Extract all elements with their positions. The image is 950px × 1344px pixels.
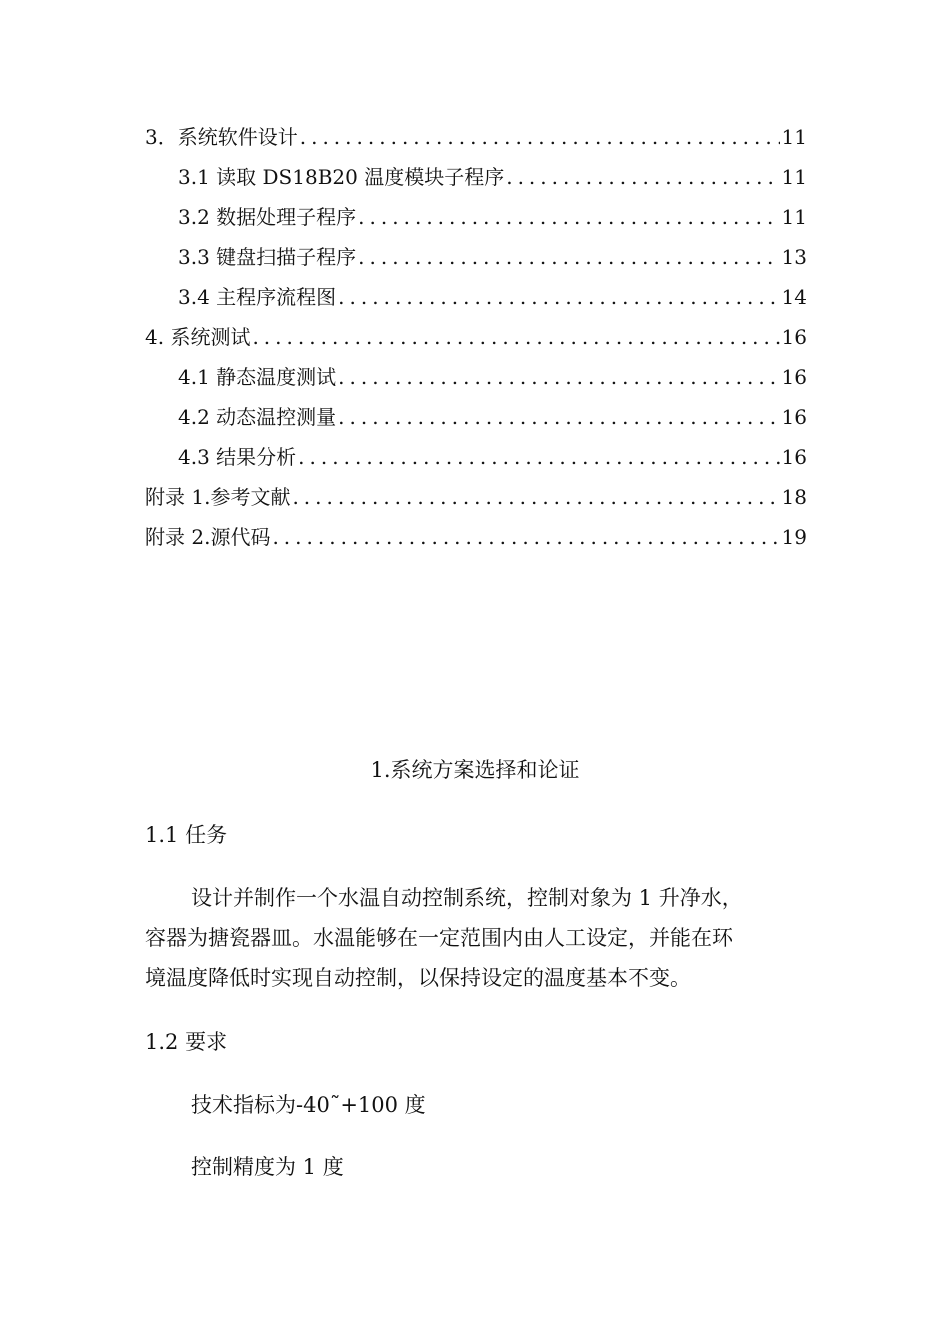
toc-leader-dots (298, 437, 779, 477)
toc-entry[interactable] (145, 197, 807, 237)
toc-entry-label: 3．系统软件设计 (145, 125, 298, 149)
task-paragraph (145, 878, 807, 998)
toc-entry[interactable] (145, 157, 807, 197)
toc-entry[interactable] (145, 277, 807, 317)
toc-entry-page: 16 (781, 365, 807, 389)
toc-entry-label: 4. 系统测试 (145, 325, 251, 349)
toc-entry[interactable] (145, 517, 807, 557)
toc-entry-label: 3.3 键盘扫描子程序 (178, 245, 357, 269)
toc-leader-dots (338, 357, 779, 397)
toc-entry-page: 11 (781, 205, 807, 229)
chapter-title: 1.系统方案选择和论证 (370, 758, 580, 782)
requirement-item: 技术指标为-40˜+100 度 (191, 1093, 426, 1117)
toc-entry[interactable] (145, 237, 807, 277)
toc-leader-dots (252, 317, 779, 357)
toc-leader-dots (506, 157, 779, 197)
toc-leader-dots (338, 277, 779, 317)
toc-entry-page: 11 (781, 125, 807, 149)
toc-entry-label: 3.2 数据处理子程序 (178, 205, 357, 229)
toc-entry[interactable] (145, 317, 807, 357)
section-heading-requirements: 1.2 要求 (145, 1030, 228, 1054)
toc-entry-label: 附录 2.源代码 (145, 525, 271, 549)
toc-entry-page: 19 (781, 525, 807, 549)
toc-entry[interactable] (145, 437, 807, 477)
toc-entry-page: 13 (781, 245, 807, 269)
toc-entry-page: 14 (781, 285, 807, 309)
toc-entry-label: 4.1 静态温度测试 (178, 365, 337, 389)
toc-entry[interactable] (145, 357, 807, 397)
toc-leader-dots (358, 237, 779, 277)
toc-entry[interactable] (145, 477, 807, 517)
toc-entry-page: 16 (781, 325, 807, 349)
section-heading-task: 1.1 任务 (145, 823, 228, 847)
toc-entry-page: 16 (781, 405, 807, 429)
toc-entry[interactable] (145, 117, 807, 157)
toc-entry-label: 3.4 主程序流程图 (178, 285, 337, 309)
toc-entry-label: 3.1 读取 DS18B20 温度模块子程序 (178, 165, 505, 189)
toc-entry[interactable] (145, 397, 807, 437)
toc-entry-label: 附录 1.参考文献 (145, 485, 291, 509)
toc-leader-dots (300, 117, 780, 157)
toc-leader-dots (358, 197, 779, 237)
toc-entry-page: 16 (781, 445, 807, 469)
requirement-item: 控制精度为 1 度 (191, 1155, 344, 1179)
toc-leader-dots (338, 397, 779, 437)
paragraph-line: 设计并制作一个水温自动控制系统，控制对象为 1 升净水， (191, 886, 743, 910)
table-of-contents (145, 117, 807, 557)
toc-entry-page: 18 (781, 485, 807, 509)
paragraph-line: 境温度降低时实现自动控制，以保持设定的温度基本不变。 (145, 966, 691, 990)
toc-leader-dots (292, 477, 779, 517)
toc-entry-page: 11 (781, 165, 807, 189)
toc-entry-label: 4.3 结果分析 (178, 445, 297, 469)
paragraph-line: 容器为搪瓷器皿。水温能够在一定范围内由人工设定，并能在环 (145, 926, 733, 950)
toc-leader-dots (272, 517, 779, 557)
toc-entry-label: 4.2 动态温控测量 (178, 405, 337, 429)
